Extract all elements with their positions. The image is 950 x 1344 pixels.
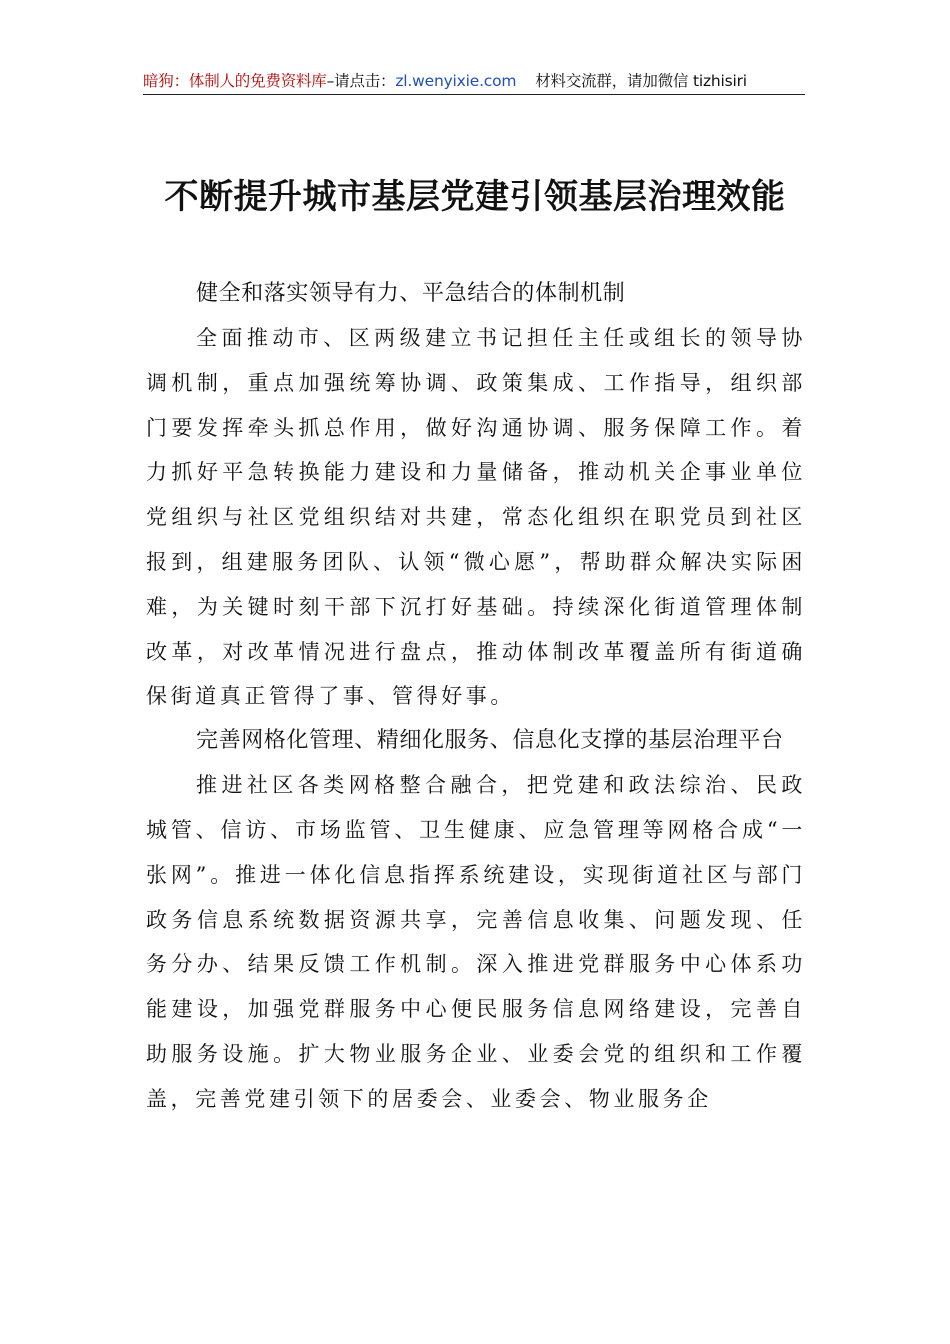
section-1-paragraph: 全面推动市、区两级建立书记担任主任或组长的领导协调机制，重点加强统筹协调、政策集成、工作指导，组织部门要发挥牵头抓总作用，做好沟通协调、服务保障工作。着力抓好平急转换能力建设和力量储备，推动机关企事业单位党组织与社区党组织结对共建，常态化组织在职党员到社区报到，组建服务团队、认领“微心愿”，帮助群众解决实际困难，为关键时刻干部下沉打好基础。持续深化街道管理体制改革，对改革情况进行盘点，推动体制改革覆盖所有街道确保街道真正管得了事、管得好事。 [146, 326, 806, 709]
page-header [143, 68, 805, 95]
header-contact: 材料交流群，请加微信 tizhisiri [535, 72, 747, 90]
header-url-link[interactable]: zl.wenyixie.com [395, 72, 517, 90]
header-site-name: 暗狗：体制人的免费资料库 [143, 72, 327, 90]
section-2-heading: 完善网格化管理、精细化服务、信息化支撑的基层治理平台 [196, 728, 784, 754]
section-1-heading: 健全和落实领导有力、平急结合的体制机制 [196, 281, 626, 306]
document-body [146, 272, 806, 1122]
header-click-prompt: –请点击： [326, 72, 396, 90]
document-title: 不断提升城市基层党建引领基层治理效能 [164, 177, 786, 217]
section-2-paragraph: 推进社区各类网格整合融合，把党建和政法综治、民政城管、信访、市场监管、卫生健康、应急管理等网格合成“一张网”。推进一体化信息指挥系统建设，实现街道社区与部门政务信息系统数据资源共享，完善信息收集、问题发现、任务分办、结果反馈工作机制。深入推进党群服务中心体系功能建设，加强党群服务中心便民服务信息网络建设，完善自助服务设施。扩大物业服务企业、业委会党的组织和工作覆盖，完善党建引领下的居委会、业委会、物业服务企 [146, 773, 806, 1111]
